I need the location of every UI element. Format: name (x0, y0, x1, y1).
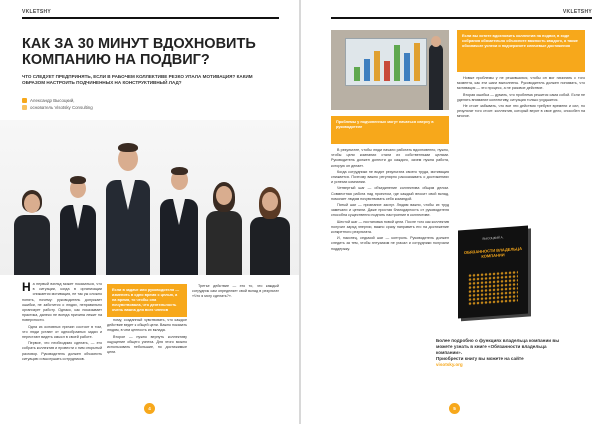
body-paragraph: Новые проблемы у не решившихся, чтобы он мог начинать с того момента, как эти шаги выполнены. Руководитель должен понимать, что мотивация — это процесс, а не разовое действие. (457, 76, 585, 91)
team-member (248, 179, 292, 275)
header-rule (331, 17, 592, 19)
body-paragraph: Вторая ошибка — думать, что проблема решится сама собой. Если не уделять внимание коллективу, ситуация только ухудшится. (457, 92, 585, 102)
book-author: ВЫСОЦКИЙ А. (482, 235, 504, 241)
pull-quote: Если в задаче или руководителя — изменить в одно время с целью, а на время, то чтобы она почувствовала, что деятельность очень важна для всех членов (107, 284, 187, 317)
promo-text: Приобрести книгу вы можете на сайте (436, 356, 524, 361)
author-name: Александр Высоцкий, (30, 98, 75, 103)
body-paragraph: Шестой шаг — постановка новой цели. После того как коллектив получил заряд энергии, важно сразу направить его на достижение конкретного результата. (331, 219, 449, 235)
brand-label: VKLETSHY (22, 9, 52, 15)
page-number: 5 (449, 403, 460, 414)
body-column-1 (22, 282, 102, 363)
body-column-3 (192, 284, 279, 301)
author-bullet-icon (22, 98, 27, 103)
body-paragraph: Когда сотрудники не видят результата своего труда, мотивация снижается. Поэтому важно регулярно рассказывать о достижениях и успехах компании. (331, 169, 449, 185)
page-number: 4 (144, 403, 155, 414)
photo-caption: Проблемы у подчиненных могут начаться сверху в руководителе (331, 116, 449, 144)
promo-link[interactable]: visotsky.org (436, 362, 463, 367)
presentation-board (345, 38, 427, 86)
body-paragraph: Не стоит забывать, что все эти действия требуют времени и сил, но результат того стоит: коллектив, который верит в свое дело, способен на многое. (457, 104, 585, 119)
body-paragraph: Второе — нужно вернуть коллективу ощущение общего успеха. Для этого можно использовать небольшие, но достижимые цели. (107, 334, 187, 355)
body-column-5 (457, 76, 585, 121)
body-column-2 (107, 318, 187, 356)
left-page (0, 0, 299, 424)
body-paragraph: Третье действие — это то, что каждый сотрудник сам определяет свой вклад в результат «Что я могу сделать?». (192, 284, 279, 299)
header-rule (22, 17, 279, 19)
body-paragraph: Одна из основных причин состоит в том, что люди устают от однообразных задач и перестают видеть смысл в своей работе. (22, 324, 102, 340)
book-cover (458, 226, 528, 319)
article-title: КАК ЗА 30 МИНУТ ВДОХНОВИТЬ КОМПАНИЮ НА ПОДВИГ? (22, 36, 256, 68)
book-title: ОБЯЗАННОСТИ ВЛАДЕЛЬЦА КОМПАНИИ (464, 245, 522, 259)
author-bullet-icon (22, 105, 27, 110)
book-promo (436, 338, 572, 368)
team-member (204, 173, 244, 275)
article-deck: ЧТО СЛЕДУЕТ ПРЕДПРИНЯТЬ, ЕСЛИ В РАБОЧЕМ КОЛЛЕКТИВЕ РЕЗКО УПАЛА МОТИВАЦИЯ? КАКИМ ОБРАЗОМ НАСТРОИТЬ ПОДЧИНЕННЫХ НА КОНСТРУКТИВНЫЙ ЛАД? (22, 74, 253, 85)
body-paragraph: а первый взгляд может показаться, что в ситуации, когда в организации снижается мотивация, не так уж сложно понять, почему: руководитель допускает ошибки, не заботится о людях, неправильно организует работу. Однако, как показывает практика, далеко не всегда причина лежит на поверхности. (22, 282, 102, 323)
book-pattern (468, 270, 518, 305)
body-paragraph: Первое, что необходимо сделать, — это собрать коллектив и провести с ним открытый разговор. Руководитель должен объяснить ситуацию и выслушать сотрудников. (22, 341, 102, 361)
body-paragraph: Четвертый шаг — объединение коллектива общим делом. Совместная работа над проектом, где каждый вносит свой вклад, помогает людям почувствовать себя командой. (331, 186, 449, 201)
team-member (58, 165, 98, 275)
body-paragraph: ному, созданный чувствовать, что каждое действие ведет к общей цели. Важно показать людям, в чем ценность их вклада. (107, 318, 187, 333)
team-member (104, 135, 152, 275)
author-role: основатель Visotsky Consulting (30, 105, 93, 110)
author-block (22, 97, 93, 111)
pull-quote-top: Если вы хотите вдохновить коллектив на подвиг, в ходе собрания обязательно объясните важность каждого, а также обозначьте успехи и подчеркните ключевые достижения (457, 30, 585, 72)
team-member (12, 180, 52, 275)
brand-label: VKLETSHY (562, 9, 592, 15)
body-column-4 (331, 148, 449, 253)
meeting-photo (331, 30, 449, 110)
body-paragraph: В результате, чтобы люди начали работать вдохновенно, нужно, чтобы цели компании стали их собственными целями. Руководитель должен донести до каждого, зачем нужна работа, которую он делает. (331, 148, 449, 168)
team-photo (0, 120, 299, 275)
team-member (158, 157, 200, 275)
drop-cap: Н (22, 280, 31, 294)
body-paragraph: Пятый шаг — признание заслуг. Людям важно, чтобы их труд замечали и ценили. Даже простая благодарность от руководителя способна существенно поднять настроение в коллективе. (331, 203, 449, 218)
promo-text: Более подробно о функциях владельца компании вы можете узнать в книге «Обязанности владельца компании». (436, 338, 560, 355)
body-paragraph: И, наконец, седьмой шаг — контроль. Руководитель должен следить за тем, чтобы энтузиазм не угасал и сотрудники получали поддержку. (331, 236, 449, 251)
